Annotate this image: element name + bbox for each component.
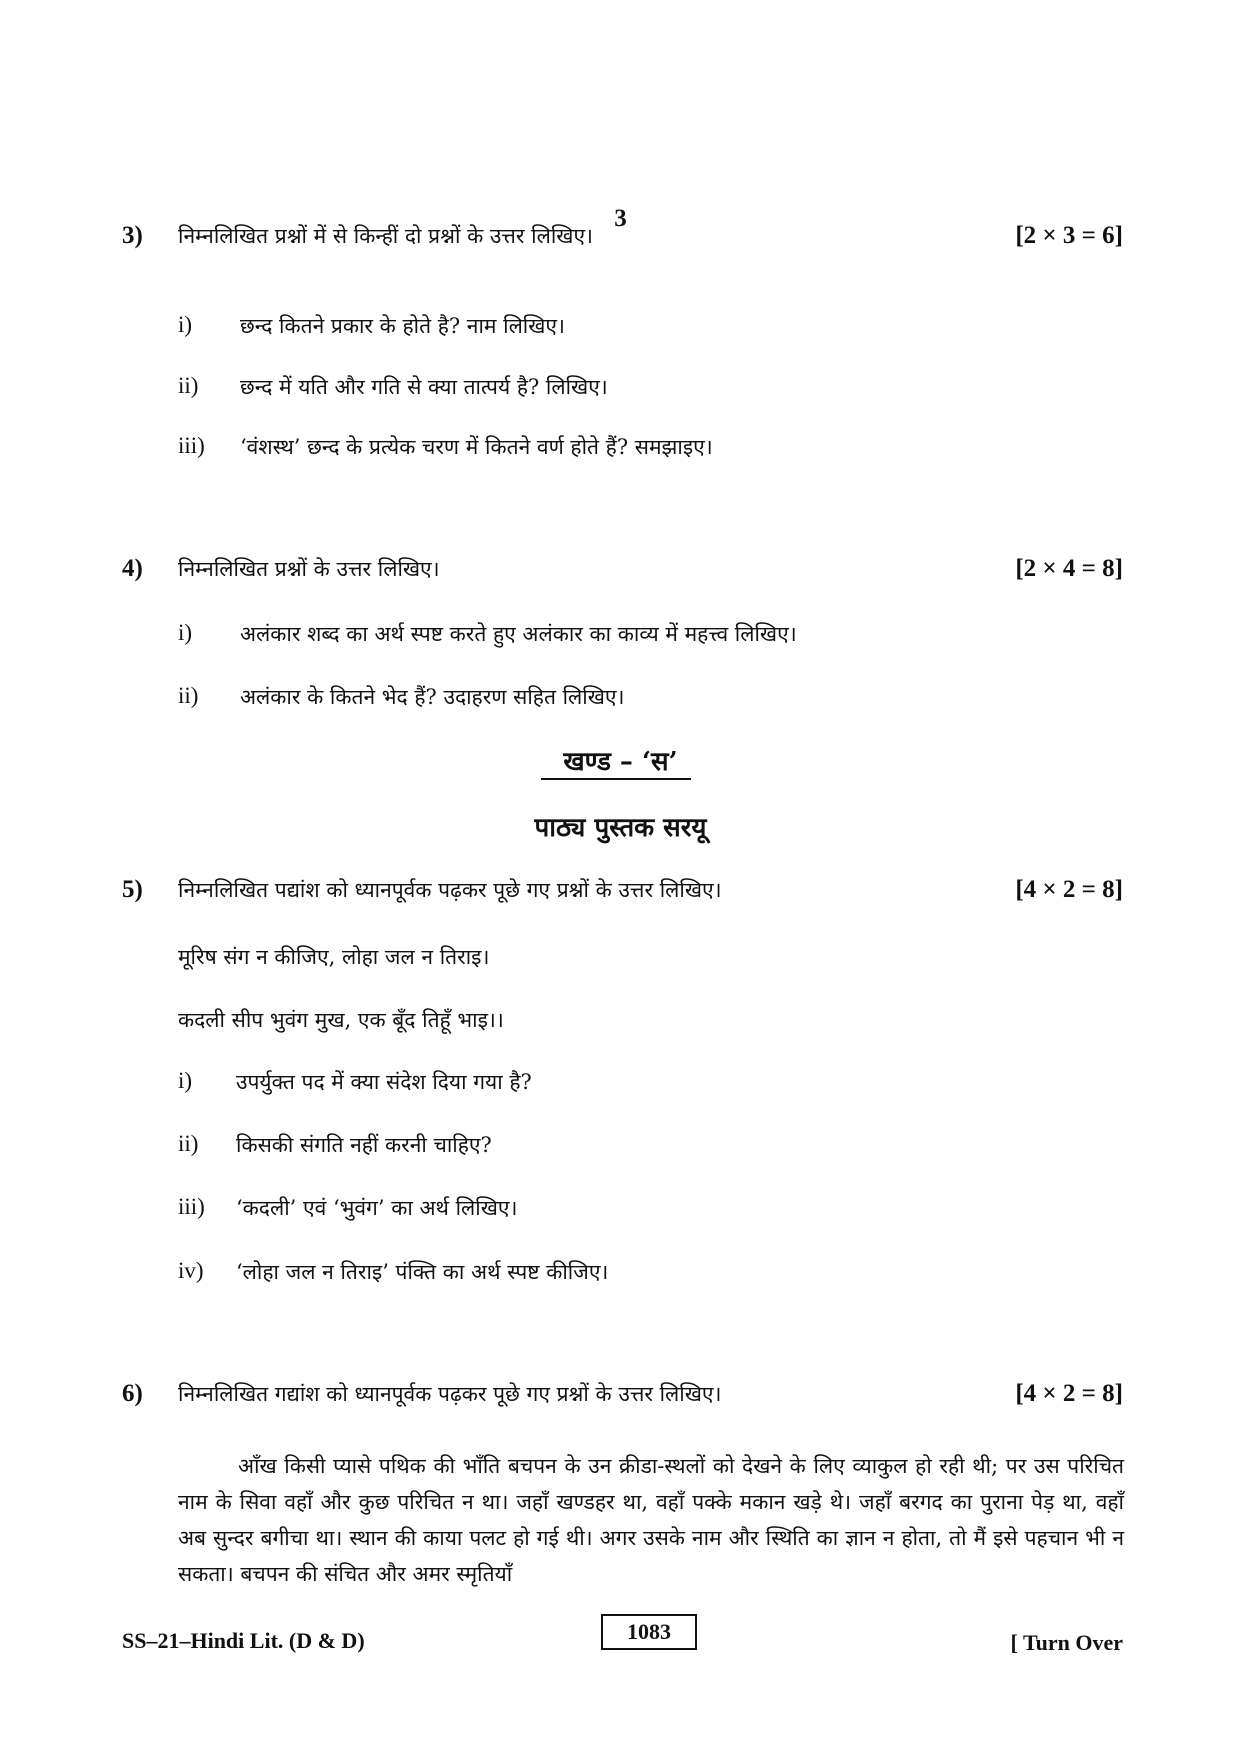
q5-item-label: ii)	[178, 1131, 199, 1156]
q4-text: निम्नलिखित प्रश्नों के उत्तर लिखिए।	[178, 557, 440, 581]
q5-item-label: i)	[178, 1068, 193, 1093]
q5-number: 5)	[122, 876, 143, 903]
q5-item-text: किसकी संगति नहीं करनी चाहिए?	[236, 1133, 492, 1157]
q4-item-label: ii)	[178, 683, 199, 708]
page-code-box: 1083	[601, 1614, 697, 1650]
prose-passage	[178, 1448, 1124, 1592]
q5-item-label: iii)	[178, 1194, 205, 1219]
q3-item-text: छन्द में यति और गति से क्या तात्पर्य है? लिखिए।	[240, 375, 608, 399]
q5-item-label: iv)	[178, 1258, 204, 1283]
q5-marks: [4 × 2 = 8]	[1015, 876, 1123, 903]
q5-item-text: ‘कदली’ एवं ‘भुवंग’ का अर्थ लिखिए।	[236, 1196, 518, 1220]
q6-number: 6)	[122, 1380, 143, 1407]
q3-item-text: छन्द कितने प्रकार के होते है? नाम लिखिए।	[240, 314, 565, 338]
q6-text: निम्नलिखित गद्यांश को ध्यानपूर्वक पढ़कर पूछे गए प्रश्नों के उत्तर लिखिए।	[178, 1382, 722, 1406]
turn-over-note: [ Turn Over	[1010, 1630, 1123, 1655]
q5-item-text: ‘लोहा जल न तिराइ’ पंक्ति का अर्थ स्पष्ट कीजिए।	[236, 1260, 609, 1284]
q3-number: 3)	[122, 222, 143, 249]
q3-item-text: ‘वंशस्थ’ छन्द के प्रत्येक चरण में कितने वर्ण होते हैं? समझाइए।	[240, 435, 713, 459]
q3-text: निम्नलिखित प्रश्नों में से किन्हीं दो प्रश्नों के उत्तर लिखिए।	[178, 224, 594, 248]
paper-code: SS–21–Hindi Lit. (D & D)	[122, 1628, 365, 1653]
verse-line: मूरिष संग न कीजिए, लोहा जल न तिराइ।	[178, 945, 490, 969]
q6-marks: [4 × 2 = 8]	[1015, 1380, 1123, 1407]
q3-marks: [2 × 3 = 6]	[1015, 222, 1123, 249]
q4-item-label: i)	[178, 620, 193, 645]
q4-item-text: अलंकार शब्द का अर्थ स्पष्ट करते हुए अलंकार का काव्य में महत्त्व लिखिए।	[240, 622, 797, 646]
q5-item-text: उपर्युक्त पद में क्या संदेश दिया गया है?	[236, 1070, 532, 1094]
q4-number: 4)	[122, 555, 143, 582]
section-heading-underline	[541, 778, 691, 780]
section-heading: खण्ड – ‘स’	[563, 747, 678, 777]
passage-text: आँख किसी प्यासे पथिक की भाँति बचपन के उन क्रीडा-स्थलों को देखने के लिए व्याकुल हो रही थी; पर उस परिचित नाम के सिवा वहाँ और कुछ परिचित न था। जहाँ खण्डहर था, वहाँ पक्के मकान खड़े थे। जहाँ बरगद का पुराना पेड़ था, वहाँ अब सुन्दर बगीचा था। स्थान की काया पलट हो गई थी। अगर उसके नाम और स्थिति का ज्ञान न होता, तो मैं इसे पहचान भी न सकता। बचपन की संचित और अमर स्मृतियाँ	[178, 1454, 1124, 1586]
section-subheading: पाठ्य पुस्तक सरयू	[534, 813, 707, 843]
verse-line: कदली सीप भुवंग मुख, एक बूँद तिहूँ भाइ।।	[178, 1008, 504, 1032]
q3-item-label: iii)	[178, 433, 205, 458]
page-number: 3	[614, 205, 627, 232]
q5-text: निम्नलिखित पद्यांश को ध्यानपूर्वक पढ़कर पूछे गए प्रश्नों के उत्तर लिखिए।	[178, 878, 722, 902]
q4-item-text: अलंकार के कितने भेद हैं? उदाहरण सहित लिखिए।	[240, 685, 625, 709]
q3-item-label: ii)	[178, 373, 199, 398]
q4-marks: [2 × 4 = 8]	[1015, 555, 1123, 582]
q3-item-label: i)	[178, 312, 193, 337]
